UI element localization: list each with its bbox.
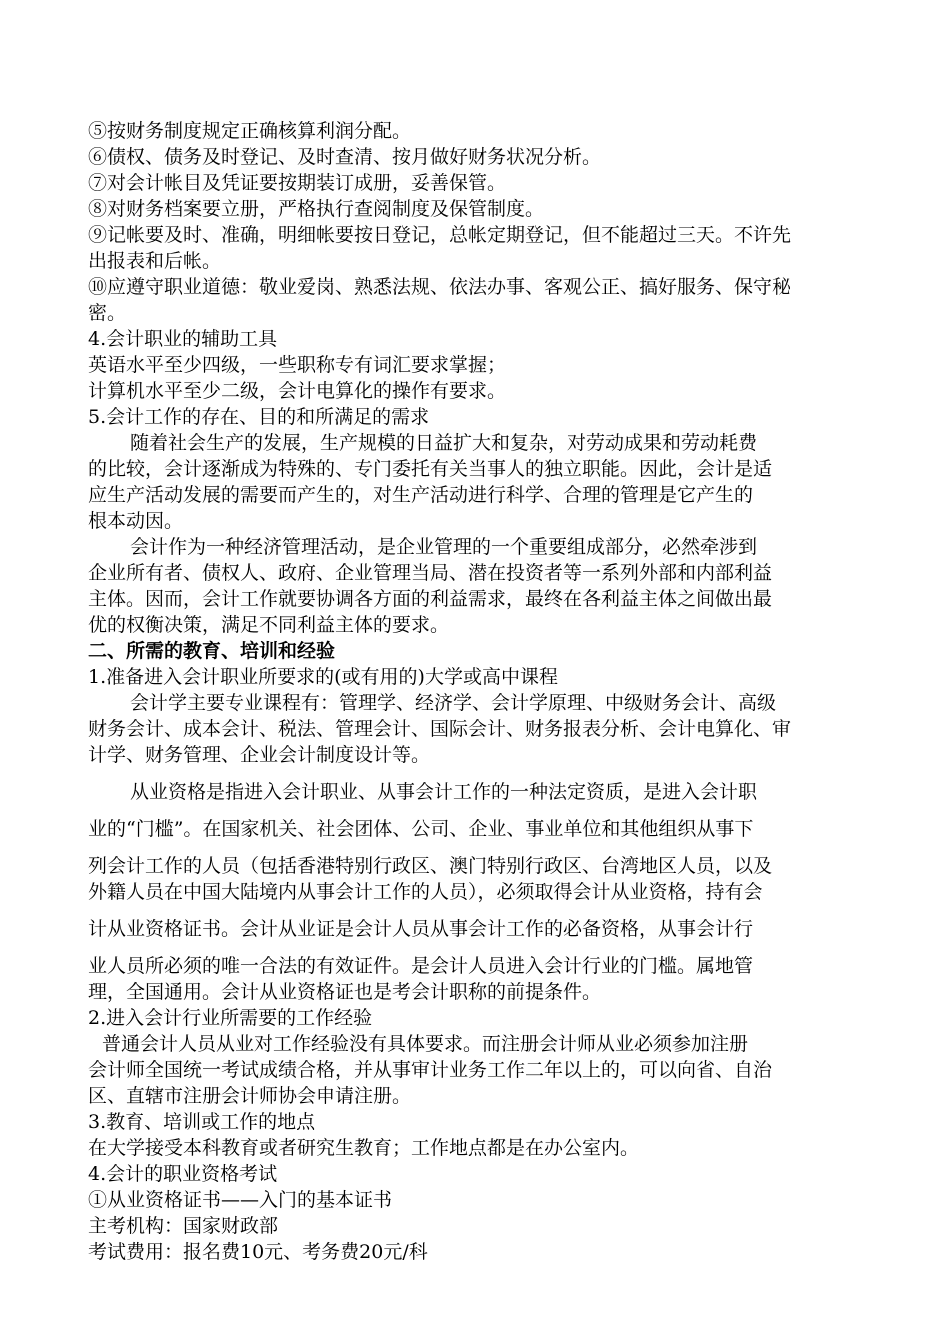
paragraph-line: 列会计工作的人员（包括香港特别行政区、澳门特别行政区、台湾地区人员，以及 [88,855,773,877]
text-line: ⑥债权、债务及时登记、及时查清、按月做好财务状况分析。 [88,146,602,168]
text-line: 英语水平至少四级，一些职称专有词汇要求掌握； [88,354,507,376]
paragraph-line: 会计师全国统一考试成绩合格，并从事审计业务工作二年以上的，可以向省、自治 [88,1059,773,1081]
paragraph-line: 根本动因。 [88,510,184,532]
document-page [88,118,868,1265]
section-heading: 2.进入会计行业所需要的工作经验 [88,1007,373,1029]
text-line: ⑤按财务制度规定正确核算利润分配。 [88,120,412,142]
text-line: ⑦对会计帐目及凭证要按期装订成册，妥善保管。 [88,172,507,194]
section-heading: 4.会计的职业资格考试 [88,1163,278,1185]
paragraph-line: 理，全国通用。会计从业资格证也是考会计职称的前提条件。 [88,981,602,1003]
paragraph-line: 企业所有者、债权人、政府、企业管理当局、潜在投资者等一系列外部和内部利益 [88,562,773,584]
text-line: 考试费用：报名费10元、考务费20元/科 [88,1241,428,1263]
paragraph-line: 业的“门槛”。在国家机关、社会团体、公司、企业、事业单位和其他组织从事下 [88,818,754,840]
paragraph-line: 业人员所必须的唯一合法的有效证件。是会计人员进入会计行业的门槛。属地管 [88,955,754,977]
section-heading: 3.教育、培训或工作的地点 [88,1111,316,1133]
text-line: ①从业资格证书——入门的基本证书 [88,1189,393,1211]
paragraph-line: 普通会计人员从业对工作经验没有具体要求。而注册会计师从业必须参加注册 [102,1033,749,1055]
paragraph-line: 主体。因而，会计工作就要协调各方面的利益需求，最终在各利益主体之间做出最 [88,588,773,610]
section-heading: 1.准备进入会计职业所要求的(或有用的)大学或高中课程 [88,666,558,688]
text-line: 密。 [88,302,127,324]
text-line: 计算机水平至少二级，会计电算化的操作有要求。 [88,380,507,402]
paragraph-line: 计从业资格证书。会计从业证是会计人员从事会计工作的必备资格，从事会计行 [88,918,754,940]
paragraph-line: 随着社会生产的发展，生产规模的日益扩大和复杂，对劳动成果和劳动耗费 [130,432,758,454]
paragraph-line: 区、直辖市注册会计师协会申请注册。 [88,1085,412,1107]
section-heading: 4.会计职业的辅助工具 [88,328,278,350]
paragraph-line: 计学、财务管理、企业会计制度设计等。 [88,744,431,766]
text-line: 在大学接受本科教育或者研究生教育；工作地点都是在办公室内。 [88,1137,640,1159]
paragraph-line: 外籍人员在中国大陆境内从事会计工作的人员），必须取得会计从业资格，持有会 [88,881,763,903]
paragraph-line: 应生产活动发展的需要而产生的，对生产活动进行科学、合理的管理是它产生的 [88,484,754,506]
text-line: ⑩应遵守职业道德：敬业爱岗、熟悉法规、依法办事、客观公正、搞好服务、保守秘 [88,276,792,298]
section-heading: 5.会计工作的存在、目的和所满足的需求 [88,406,430,428]
paragraph-line: 从业资格是指进入会计职业、从事会计工作的一种法定资质，是进入会计职 [130,781,758,803]
text-line: ⑧对财务档案要立册，严格执行查阅制度及保管制度。 [88,198,545,220]
text-line: 主考机构：国家财政部 [88,1215,279,1237]
paragraph-line: 的比较，会计逐渐成为特殊的、专门委托有关当事人的独立职能。因此，会计是适 [88,458,773,480]
text-line: ⑨记帐要及时、准确，明细帐要按日登记，总帐定期登记，但不能超过三天。不许先 [88,224,792,246]
paragraph-line: 优的权衡决策，满足不同利益主体的要求。 [88,614,450,636]
text-line: 出报表和后帐。 [88,250,222,272]
chapter-heading: 二、所需的教育、培训和经验 [88,640,336,662]
paragraph-line: 会计学主要专业课程有：管理学、经济学、会计学原理、中级财务会计、高级 [130,692,777,714]
paragraph-line: 会计作为一种经济管理活动，是企业管理的一个重要组成部分，必然牵涉到 [130,536,758,558]
paragraph-line: 财务会计、成本会计、税法、管理会计、国际会计、财务报表分析、会计电算化、审 [88,718,792,740]
